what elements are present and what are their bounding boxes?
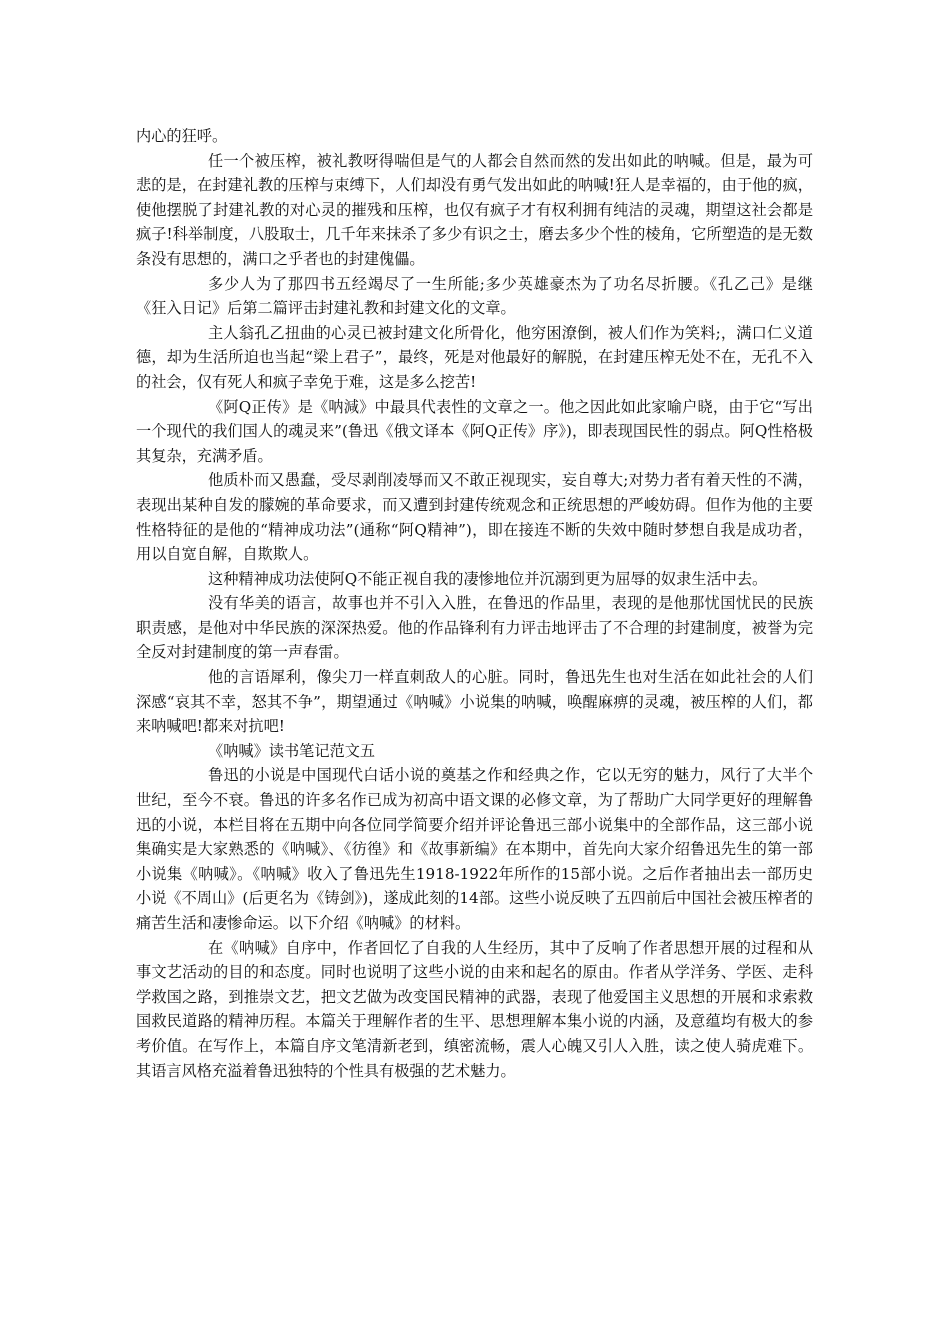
paragraph: 任一个被压榨，被礼教呀得喘但是气的人都会自然而然的发出如此的呐喊。但是，最为可悲的是，在封建礼教的压榨与束缚下，人们却没有勇气发出如此的呐喊!狂人是幸福的，由于他的疯，使他摆脱了封建礼教的对心灵的摧残和压榨，也仅有疯子才有权利拥有纯洁的灵魂，期望这社会都是疯子!科举制度，八股取士，几千年来抹杀了多少有识之士，磨去多少个性的棱角，它所塑造的是无数条没有思想的，满口之乎者也的封建傀儡。 — [136, 151, 813, 268]
paragraph: 主人翁孔乙扭曲的心灵已被封建文化所骨化，他穷困潦倒，被人们作为笑料;，满口仁义道德，却为生活所迫也当起“梁上君子”，最终，死是对他最好的解脱，在封建压榨无处不在，无孔不入的社会，仅有死人和疯子幸免于难，这是多么挖苦! — [136, 323, 813, 391]
document-body — [136, 124, 813, 1083]
paragraph: 《阿Q正传》是《呐減》中最具代表性的文章之一。他之因此如此家喻户晓，由于它“写出一个现代的我们国人的魂灵来”(鲁迅《俄文译本《阿Q正传》序》)，即表现国民性的弱点。阿Q性格极其复杂，充满矛盾。 — [136, 397, 813, 465]
paragraph: 内心的狂呼。 — [136, 127, 228, 145]
paragraph: 他质朴而又愚蠢，受尽剥削凌辱而又不敢正视现实，妄自尊大;对势力者有着天性的不满，表现出某种自发的朦婉的革命要求，而又遭到封建传统观念和正统思想的严峻妨碍。但作为他的主要性格特征的是他的“精神成功法”(通称“阿Q精神”)，即在接连不断的失效中随时梦想自我是成功者，用以自宽自解，自欺欺人。 — [136, 471, 813, 564]
paragraph: 没有华美的语言，故事也并不引入入胜，在鲁迅的作品里，表现的是他那忧国忧民的民族职责感，是他对中华民族的深深热爱。他的作品锋利有力评击地评击了不合理的封建制度，被誉为完全反对封建制度的第一声春雷。 — [136, 594, 813, 662]
paragraph: 多少人为了那四书五经竭尽了一生所能;多少英雄豪杰为了功名尽折腰。《孔乙己》是继《狂入日记》后第二篇评击封建礼教和封建文化的文章。 — [136, 274, 813, 318]
paragraph: 他的言语犀利，像尖刀一样直刺敌人的心脏。同时，鲁迅先生也对生活在如此社会的人们深感“哀其不幸，怒其不争”，期望通过《呐喊》小说集的呐喊，唤醒麻痹的灵魂，被压榨的人们，都来呐喊吧!都来对抗吧! — [136, 668, 813, 736]
paragraph: 在《呐喊》自序中，作者回忆了自我的人生经历，其中了反响了作者思想开展的过程和从事文艺活动的目的和态度。同时也说明了这些小说的由来和起名的原由。作者从学洋务、学医、走科学救国之路，到推崇文艺，把文艺做为改变国民精神的武器，表现了他爱国主义思想的开展和求索救国救民道路的精神历程。本篇关于理解作者的生平、思想理解本集小说的内涵，及意蕴均有极大的参考价值。在写作上，本篇自序文笔清新老到，缜密流畅，震人心魄又引人入胜，读之使人骑虎难下。其语言风格充溢着鲁迅独特的个性具有极强的艺术魅力。 — [136, 938, 813, 1080]
section-heading: 《呐喊》读书笔记范文五 — [208, 741, 376, 760]
paragraph: 这种精神成功法使阿Q不能正视自我的凄惨地位并沉溺到更为屈辱的奴隶生活中去。 — [208, 569, 768, 588]
paragraph: 鲁迅的小说是中国现代白话小说的奠基之作和经典之作，它以无穷的魅力，风行了大半个世纪，至今不衰。鲁迅的许多名作已成为初高中语文课的必修文章，为了帮助广大同学更好的理解鲁迅的小说，本栏目将在五期中向各位同学简要介绍并评论鲁迅三部小说集中的全部作品，这三部小说集确实是大家熟悉的《呐喊》、《彷徨》和《故事新编》在本期中，首先向大家介绍鲁迅先生的第一部小说集《呐喊》。《呐喊》收入了鲁迅先生1918-1922年所作的15部小说。之后作者抽出去一部历史小说《不周山》(后更名为《铸剑》)，遂成此刻的14部。这些小说反映了五四前后中国社会被压榨者的痛苦生活和凄惨命运。以下介绍《呐喊》的材料。 — [136, 766, 813, 932]
